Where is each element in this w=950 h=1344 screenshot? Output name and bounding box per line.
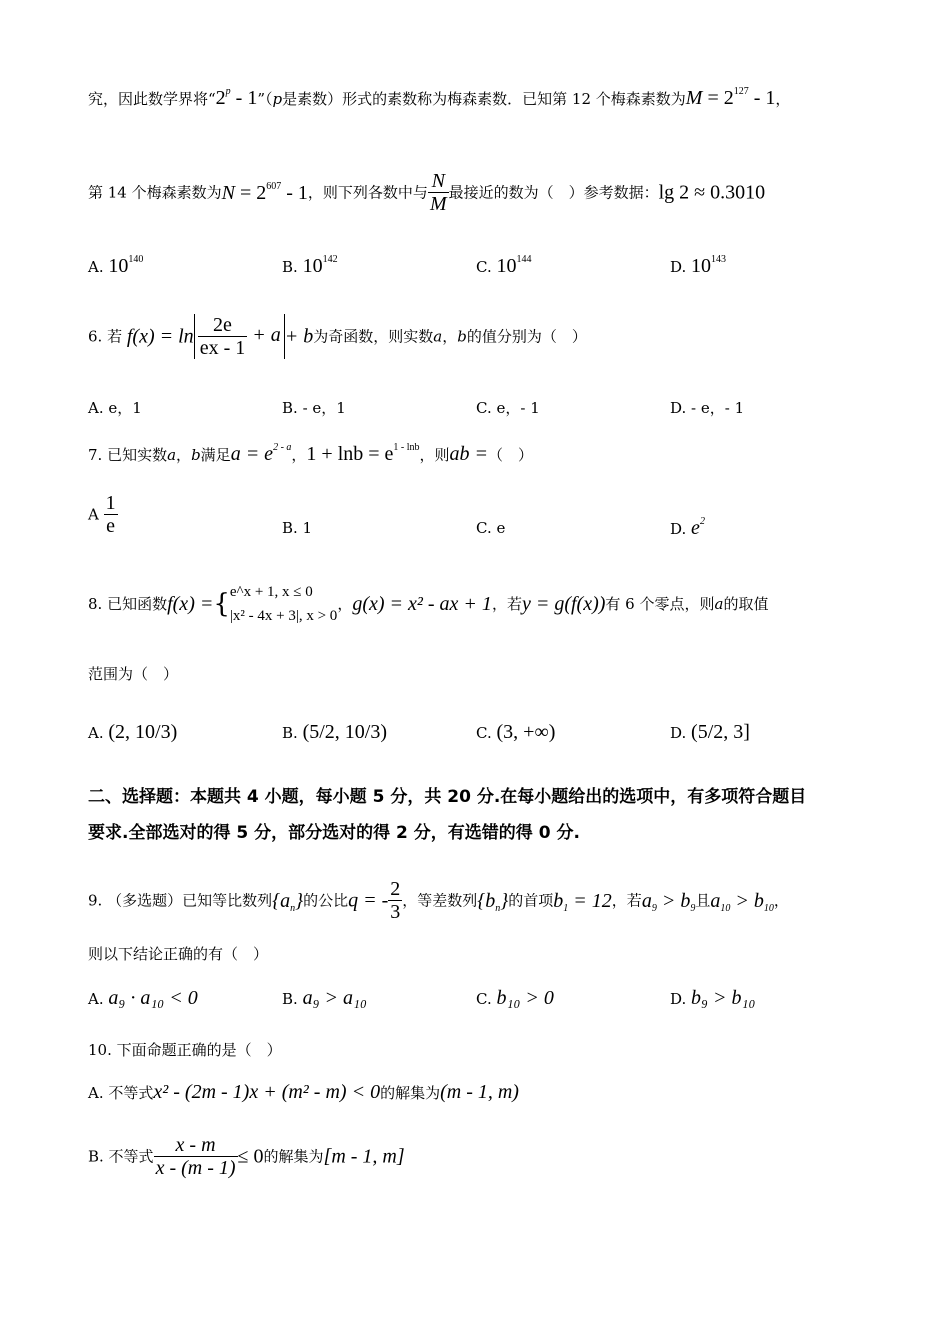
q7-option-b[interactable]: B. 1 <box>282 519 313 537</box>
q6-option-d[interactable]: D. - e，- 1 <box>670 399 745 417</box>
q7-option-d[interactable]: D. $e^2$ <box>670 516 705 539</box>
q8-option-b[interactable]: B. (5/2, 10/3) <box>282 721 388 743</box>
math-f: f(x) = ln <box>126 325 194 348</box>
var-p: p <box>272 90 283 108</box>
q6-option-a[interactable]: A. e，1 <box>88 399 142 417</box>
option-value: $10^{140}$ <box>108 254 144 277</box>
denominator: M <box>429 193 447 215</box>
q5-option-c[interactable] <box>476 256 532 277</box>
section-heading-line1: 二、选择题：本题共 4 小题，每小题 5 分，共 20 分.在每小题给出的选项中，有多项符合题目 <box>88 787 807 807</box>
text: 最接近的数为（ ）参考数据： <box>448 183 659 202</box>
option-label: B. <box>282 258 298 276</box>
q7-option-a[interactable]: A $\frac{1}{e}$ <box>88 492 116 537</box>
math-ab: ab = <box>449 443 489 465</box>
q7-stem: 7. 已知实数a，b满足$a = e^{2 - a}$，$1 + \ln b = e^{1 - lnb}$，则ab =（ ） <box>88 442 534 465</box>
option-label: D. <box>670 258 687 276</box>
q10-option-b[interactable]: B. 不等式 $\frac{x - m}{x - (m - 1)}$ ≤ 0的解集为[m - 1, m] <box>88 1134 405 1179</box>
fraction-2e: $\frac{2e}{ex - 1}$ <box>199 314 246 359</box>
text: 是素数）形式的素数称为梅森素数．已知第 12 个梅森素数为 <box>282 90 686 108</box>
plus-b: + b <box>284 325 314 348</box>
fraction-1-over-e: $\frac{1}{e}$ <box>105 492 116 537</box>
q7-option-c[interactable]: C. e <box>476 519 506 537</box>
math-f: f(x) = <box>167 593 214 615</box>
q8-stem-line2: 范围为（ ） <box>88 665 179 683</box>
q6-option-c[interactable]: C. e，- 1 <box>476 399 540 417</box>
q10-option-a[interactable]: A. 不等式x² - (2m - 1)x + (m² - m) < 0的解集为(m - 1, m) <box>88 1081 519 1103</box>
math-M: $M = 2^{127} - 1$ <box>685 86 776 109</box>
math-N: $N = 2^{607} - 1$ <box>221 180 308 204</box>
question-number: 6. 若 <box>88 327 123 346</box>
text: ，则下列各数中与 <box>307 183 428 202</box>
q8-option-d[interactable]: D. (5/2, 3] <box>670 721 750 743</box>
math-2p-1: 2$^p$ - 1 <box>215 86 258 109</box>
q9-stem-line2: 则以下结论正确的有（ ） <box>88 945 269 963</box>
intro-line-2 <box>88 170 765 215</box>
q9-option-c[interactable]: C. b₁₀ > 0 <box>476 987 554 1009</box>
q8-option-a[interactable]: A. (2, 10/3) <box>88 721 178 743</box>
option-label: C. <box>476 258 492 276</box>
q8-stem: 8. 已知函数f(x) ={ e^x + 1, x ≤ 0 |x² - 4x + 3|, x > 0 ，g(x) = x² - ax + 1，若y = g(f(x))有 6 个零点，则a的取值 <box>88 580 768 628</box>
q8-option-c[interactable]: C. (3, +∞) <box>476 721 556 743</box>
option-value: $10^{142}$ <box>302 254 338 277</box>
intro-line-1 <box>88 88 790 109</box>
math-y: y = g(f(x)) <box>521 593 606 615</box>
text: ， <box>442 327 458 346</box>
option-value: $10^{144}$ <box>496 254 532 277</box>
text: 为奇函数，则实数 <box>313 327 434 346</box>
question-number: 8. 已知函数 <box>88 595 168 613</box>
abs-expression: $\frac{2e}{ex - 1}$ + a <box>194 314 285 359</box>
numerator: N <box>428 170 449 193</box>
q9-option-d[interactable]: D. b₉ > b₁₀ <box>670 987 756 1009</box>
reference-lg2: lg 2 ≈ 0.3010 <box>658 181 766 204</box>
option-value: $10^{143}$ <box>691 254 727 277</box>
q9-option-b[interactable]: B. a₉ > a₁₀ <box>282 987 367 1009</box>
math-eq1: $a = e^{2 - a}$ <box>230 442 292 465</box>
q5-option-a[interactable] <box>88 256 143 277</box>
q6-stem <box>88 314 587 359</box>
math-g: g(x) = x² - ax + 1 <box>352 593 492 615</box>
q5-option-d[interactable] <box>670 256 726 277</box>
q9-stem: 9. （多选题）已知等比数列$\{a_n\}$的公比q = - $\frac{2}{3}$ ，等差数列$\{b_n\}$的首项$b_1 = 12$，若$a_9 > b_9$且$a_{10} > b_{10}$， <box>88 878 789 923</box>
text: 究，因此数学界将“ <box>88 90 216 108</box>
var-b: b <box>457 327 467 346</box>
text: 的值分别为（ ） <box>466 327 587 346</box>
piecewise-cases: e^x + 1, x ≤ 0 |x² - 4x + 3|, x > 0 <box>229 584 338 624</box>
question-number: 7. 已知实数 <box>88 446 168 464</box>
q5-option-b[interactable] <box>282 256 338 277</box>
section-heading-line2: 要求.全部选对的得 5 分，部分选对的得 2 分，有选错的得 0 分. <box>88 823 580 843</box>
q10-stem: 10. 下面命题正确的是（ ） <box>88 1041 282 1059</box>
q9-option-a[interactable]: A. a₉ · a₁₀ < 0 <box>88 987 198 1009</box>
var-a: a <box>433 327 443 346</box>
text: ， <box>775 90 791 108</box>
text: 第 14 个梅森素数为 <box>88 183 222 202</box>
math-eq2: $1 + \ln b = e^{1 - lnb}$ <box>306 442 420 465</box>
q6-option-b[interactable]: B. - e，1 <box>282 399 346 417</box>
fraction-N-over-M <box>428 170 449 215</box>
text: ”（ <box>257 90 273 108</box>
option-label: A. <box>88 258 104 276</box>
